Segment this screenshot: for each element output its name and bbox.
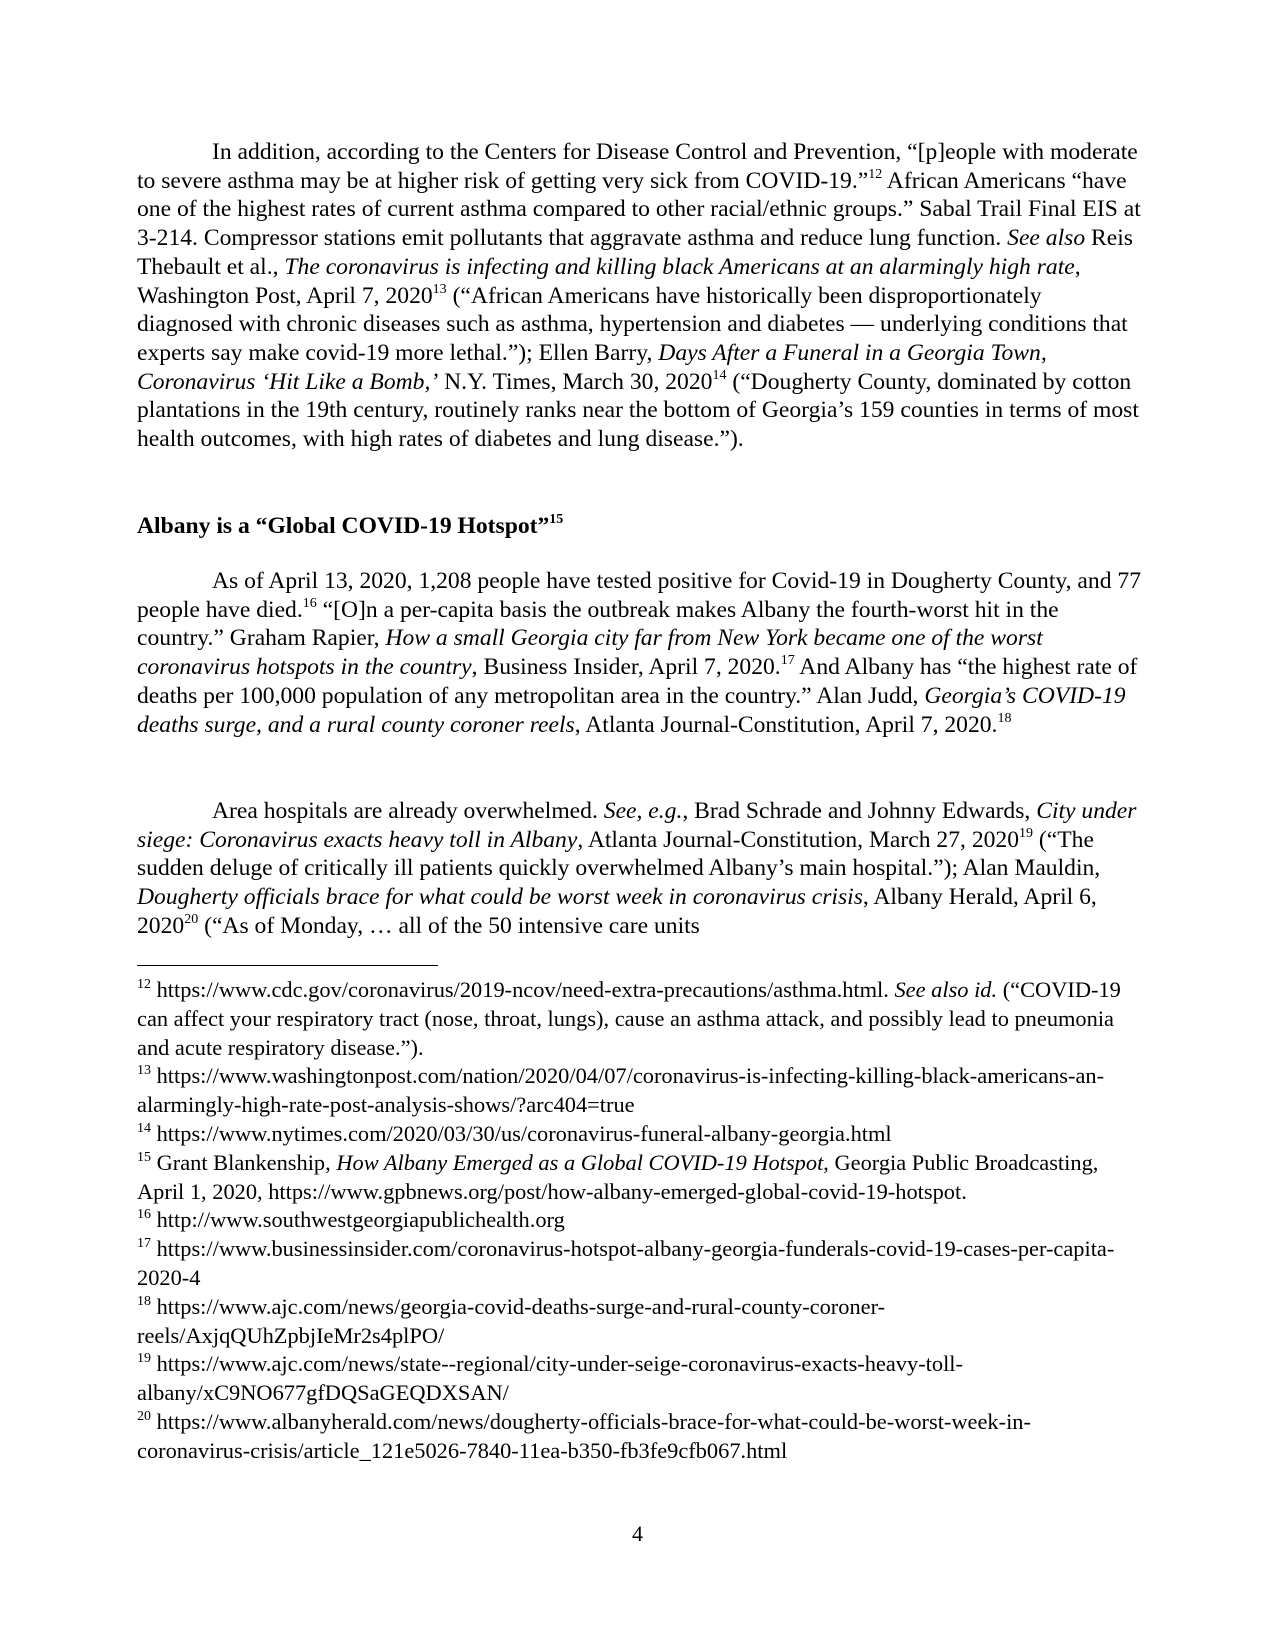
footnote-13: [137, 1062, 1142, 1120]
footnote-20: [137, 1408, 1142, 1466]
paragraph-albany-cases: [137, 567, 1142, 739]
footnote-ref-20[interactable]: 20: [184, 911, 199, 927]
citation-title: Georgia’s COVID-19 deaths surge, and a rural county coroner reels: [137, 682, 1126, 738]
text-run: N.Y. Times, March 30, 2020: [438, 368, 713, 395]
text-run: Area hospitals are already overwhelmed.: [212, 798, 604, 824]
footnote-number: 20: [137, 1408, 151, 1424]
citation-title: Dougherty officials brace for what could be worst week in coronavirus crisis: [137, 884, 863, 911]
footnote-link[interactable]: https://www.ajc.com/news/state--regional/city-under-seige-coronavirus-exacts-heavy-toll-albany/xC9NO677gfDQSaGEQDXSAN/: [137, 1351, 963, 1406]
footnote-number: 12: [137, 977, 151, 992]
italic-signal: See, e.g.: [603, 798, 683, 824]
citation-title: The coronavirus is infecting and killing black Americans at an alarmingly high rate: [284, 253, 1075, 280]
footnote-separator: [137, 965, 438, 966]
footnote-link[interactable]: https://www.cdc.gov/coronavirus/2019-ncov/need-extra-precautions/asthma.html.: [156, 977, 895, 1002]
footnote-link[interactable]: https://www.washingtonpost.com/nation/2020/04/07/coronavirus-is-infecting-killing-black-americans-an-alarmingly-high-rate-post-analysis-shows/?arc404=true: [137, 1063, 1105, 1118]
footnote-ref-15[interactable]: 15: [549, 512, 564, 527]
footnote-17: [137, 1235, 1142, 1293]
footnote-19: [137, 1350, 1142, 1408]
citation-title: City under siege: Coronavirus exacts heavy toll in Albany: [137, 798, 1137, 853]
footnote-number: 17: [137, 1236, 151, 1252]
footnote-ref-17[interactable]: 17: [780, 653, 795, 669]
text-run: African Americans “have one of the highest rates of current asthma compared to other racial/ethnic groups.” Sabal Trail Final EIS at 3-214. Compressor stations emit pollutants that aggravate asthma and reduce lung function.: [137, 167, 1141, 252]
footnote-number: 18: [137, 1293, 151, 1309]
text-run: (“Dougherty County, dominated by cotton plantations in the 19th century, routinely ranks near the bottom of Georgia’s 159 counties in terms of most health outcomes, with high rates of diabetes and lung disease.”).: [137, 368, 1139, 453]
paragraph-hospitals: [137, 797, 1142, 941]
footnote-ref-19[interactable]: 19: [1019, 825, 1034, 841]
footnote-ref-16[interactable]: 16: [302, 595, 317, 611]
footnote-15: [137, 1149, 1142, 1207]
text-run: , Atlanta Journal-Constitution, March 27, 2020: [577, 826, 1020, 853]
text-run: , Atlanta Journal-Constitution, April 7, 2020.: [574, 711, 998, 738]
footnote-link[interactable]: https://www.ajc.com/news/georgia-covid-deaths-surge-and-rural-county-coroner-reels/AxjqQUhZpbjIeMr2s4plPO/: [137, 1293, 886, 1348]
footnote-16: [137, 1206, 1142, 1235]
citation-title: How Albany Emerged as a Global COVID-19 Hotspot: [336, 1149, 824, 1175]
footnote-number: 15: [137, 1149, 151, 1165]
footnote-14: [137, 1120, 1142, 1149]
footnote-text: (“COVID-19 can affect your respiratory tract (nose, throat, lungs), cause an asthma attack, and possibly lead to pneumonia and acute respiratory disease.”).: [137, 977, 1121, 1060]
citation-title: How a small Georgia city far from New York became one of the worst coronavirus hotspots in the country: [137, 625, 1043, 681]
text-run: , Albany Herald, April 6, 2020: [137, 884, 1097, 939]
footnote-link[interactable]: http://www.southwestgeorgiapublichealth.org: [156, 1207, 565, 1233]
footnote-number: 14: [137, 1120, 151, 1136]
footnote-ref-18[interactable]: 18: [997, 710, 1012, 726]
text-run: “[O]n a per-capita basis the outbreak makes Albany the fourth-worst hit in the country.” Graham Rapier,: [137, 596, 1059, 652]
text-run: (“African Americans have historically been disproportionately diagnosed with chronic diseases such as asthma, hypertension and diabetes — underlying conditions that experts say make covid-19 more lethal.”); Ellen Barry,: [137, 282, 1128, 366]
text-run: As of April 13, 2020, 1,208 people have tested positive for Covid-19 in Dougherty County, and 77 people have died.: [137, 568, 1141, 623]
footnote-ref-13[interactable]: 13: [432, 281, 447, 297]
text-run: , Washington Post, April 7, 2020: [137, 253, 1081, 309]
heading-text: Albany is a “Global COVID-19 Hotspot”: [137, 513, 550, 539]
italic-signal: See also: [1007, 225, 1086, 252]
text-run: And Albany has “the highest rate of deaths per 100,000 population of any metropolitan area in the country.” Alan Judd,: [137, 654, 1138, 709]
footnote-ref-14[interactable]: 14: [712, 367, 727, 383]
footnote-link[interactable]: https://www.albanyherald.com/news/dougherty-officials-brace-for-what-could-be-worst-week-in-coronavirus-crisis/article_121e5026-7840-11ea-b350-fb3fe9cfb067.html: [137, 1408, 1031, 1463]
footnote-text: , Georgia Public Broadcasting, April 1, 2020, https://www.gpbnews.org/post/how-albany-emerged-global-covid-19-hotspot.: [137, 1149, 1099, 1204]
citation-title: Days After a Funeral in a Georgia Town, Coronavirus ‘Hit Like a Bomb,’: [137, 339, 1047, 395]
footnote-link[interactable]: https://www.businessinsider.com/coronavirus-hotspot-albany-georgia-funderals-covid-19-cases-per-capita-2020-4: [137, 1236, 1115, 1290]
text-run: (“As of Monday, … all of the 50 intensive care units: [198, 912, 700, 939]
footnote-number: 13: [137, 1063, 151, 1079]
footnote-number: 16: [137, 1207, 151, 1223]
footnotes: [137, 976, 1142, 1466]
text-run: Reis Thebault et al.,: [137, 225, 1133, 280]
footnote-12: [137, 976, 1142, 1062]
footnote-link[interactable]: https://www.nytimes.com/2020/03/30/us/coronavirus-funeral-albany-georgia.html: [156, 1120, 892, 1146]
text-run: (“The sudden deluge of critically ill patients quickly overwhelmed Albany’s main hospital.”); Alan Mauldin,: [137, 826, 1101, 882]
section-heading: [137, 512, 563, 541]
page-number: 4: [632, 1521, 643, 1546]
footnote-number: 19: [137, 1351, 151, 1367]
text-run: , Brad Schrade and Johnny Edwards,: [682, 798, 1037, 824]
italic-signal: See also id.: [894, 977, 998, 1002]
paragraph-asthma-risk: [137, 138, 1142, 454]
footnote-18: [137, 1293, 1142, 1351]
footnote-ref-12[interactable]: 12: [868, 166, 883, 182]
text-run: In addition, according to the Centers for Disease Control and Prevention, “[p]eople with moderate to severe asthma may be at higher risk of getting very sick from COVID-19.”: [137, 139, 1138, 194]
footnote-text: Grant Blankenship,: [156, 1149, 337, 1175]
text-run: , Business Insider, April 7, 2020.: [471, 654, 781, 681]
